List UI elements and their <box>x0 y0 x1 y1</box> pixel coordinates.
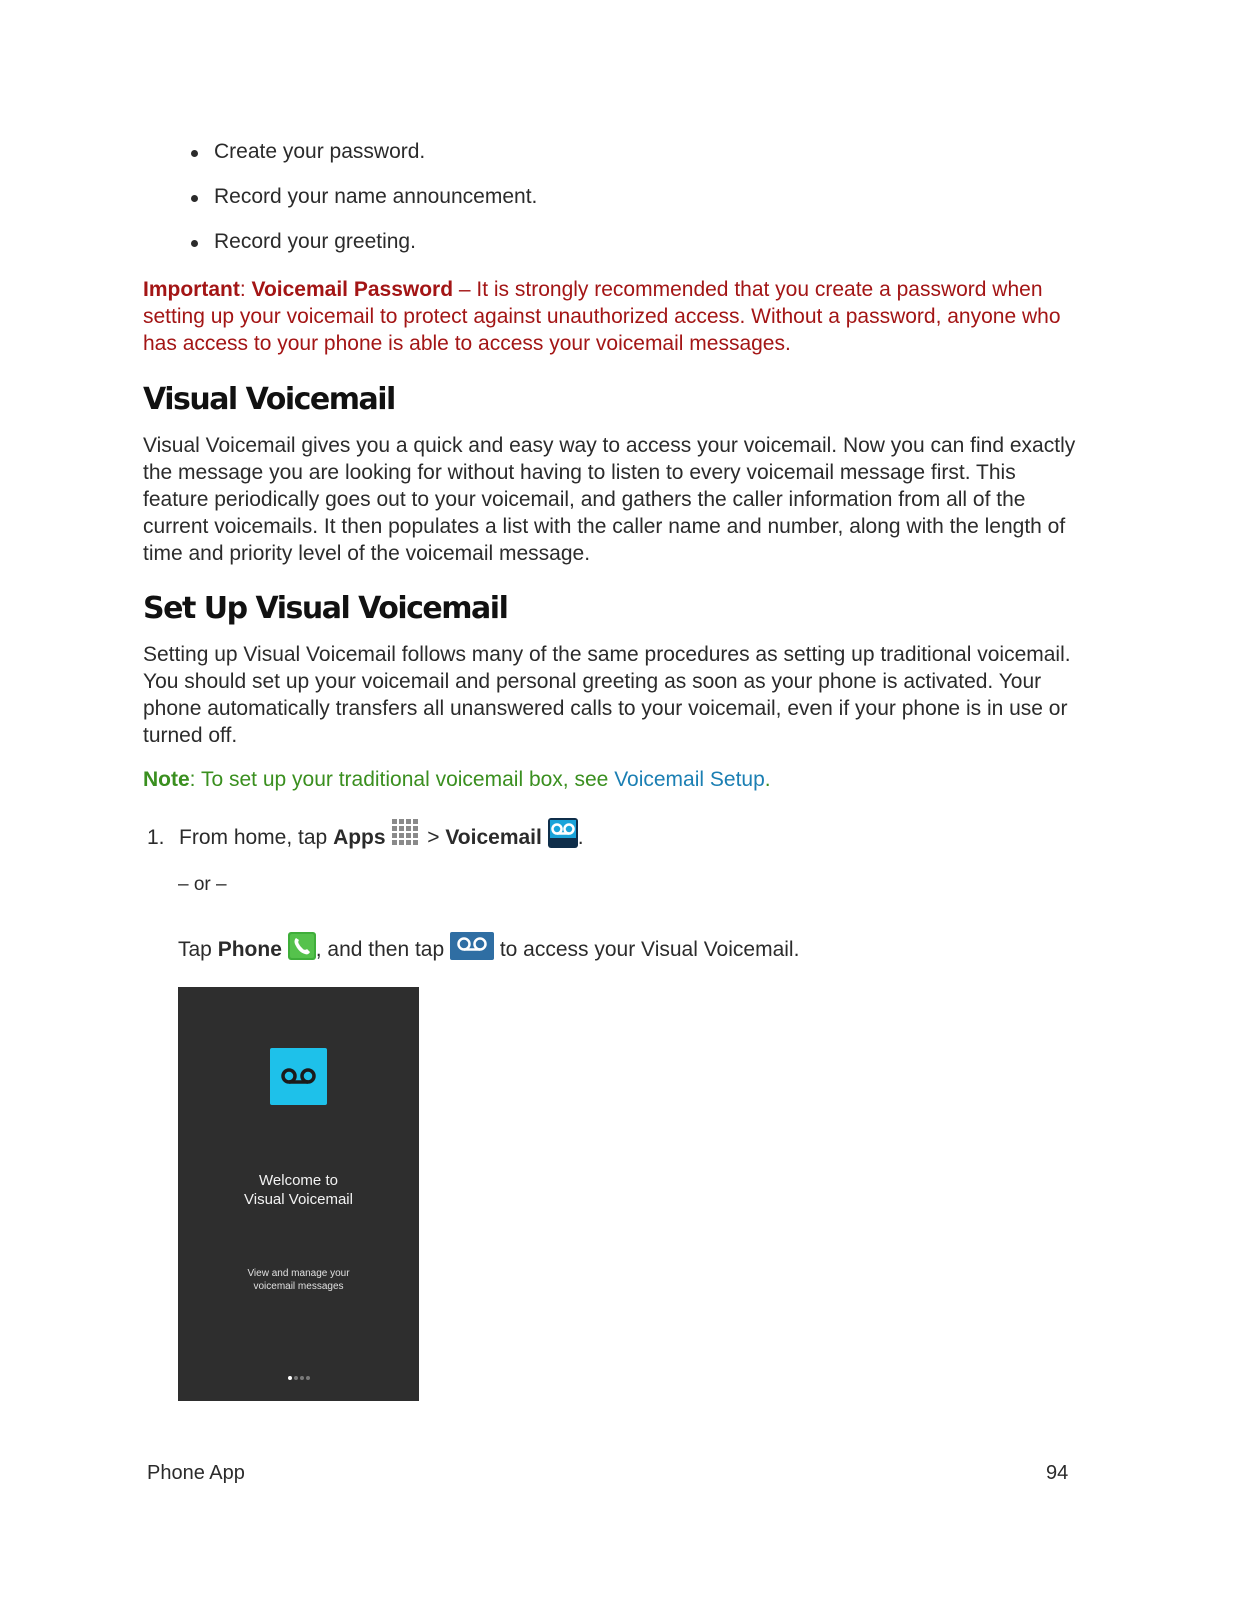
alternate-step: Tap Phone , and then tap to access your Visual Voicemail. <box>178 932 799 968</box>
welcome-title-line2: Visual Voicemail <box>244 1191 353 1208</box>
important-title: Voicemail Password <box>251 278 454 301</box>
page-indicator <box>288 1376 312 1380</box>
page-dot-active <box>288 1376 292 1380</box>
page-dot <box>294 1376 298 1380</box>
list-item: Create your password. <box>188 140 537 185</box>
page-dot <box>306 1376 310 1380</box>
welcome-subtitle-line2: voicemail messages <box>253 1281 344 1292</box>
footer-page-number: 94 <box>1046 1462 1069 1484</box>
voicemail-tile-icon <box>270 1048 327 1105</box>
important-callout: Important: Voicemail Password – It is strongly recommended that you create a password when setting up your voicemail to protect against unauthorized access. Without a password, anyone who has access to your phone is able to access your voicemail messages. <box>143 278 1061 355</box>
section-heading-visual-voicemail: Visual Voicemail <box>143 382 395 417</box>
section-heading-set-up: Set Up Visual Voicemail <box>143 591 508 626</box>
important-label: Important <box>143 278 240 301</box>
voicemail-key-icon <box>450 932 494 968</box>
apps-label: Apps <box>333 826 386 849</box>
section-body-visual-voicemail: Visual Voicemail gives you a quick and easy way to access your voicemail. Now you can find exactly the message you are looking for without having to listen to every voicemail message first. This feature periodically goes out to your voicemail, and gathers the caller information from all of the current voicemails. It then populates a list with the caller name and number, along with the length of time and priority level of the voicemail message. <box>143 434 1076 565</box>
important-text: – It is strongly recommended that you create a password when setting up your voicemail to protect against unauthorized access. Without a password, anyone who has access to your phone is able to access your voicemail messages. <box>143 278 1061 355</box>
voicemail-label: Voicemail <box>445 826 542 849</box>
step-number: 1. <box>147 826 165 849</box>
bullet-icon <box>191 240 198 247</box>
bullet-icon <box>191 195 198 202</box>
or-separator: – or – <box>178 874 227 895</box>
voicemail-setup-link[interactable]: Voicemail Setup <box>614 768 765 791</box>
page-dot <box>300 1376 304 1380</box>
list-item: Record your name announcement. <box>188 185 537 230</box>
bullet-icon <box>191 150 198 157</box>
list-item: Record your greeting. <box>188 230 537 275</box>
visual-voicemail-screenshot <box>178 987 419 1401</box>
note-callout: Note: To set up your traditional voicemail box, see Voicemail Setup. <box>143 768 771 791</box>
setup-steps-list <box>188 140 537 275</box>
apps-grid-icon <box>391 818 421 856</box>
welcome-title-line1: Welcome to <box>259 1172 338 1189</box>
phone-label: Phone <box>217 938 282 961</box>
note-label: Note <box>143 768 190 791</box>
footer-section-title: Phone App <box>147 1462 245 1484</box>
welcome-subtitle-line1: View and manage your <box>247 1268 350 1279</box>
phone-app-icon <box>288 932 316 968</box>
voicemail-app-icon <box>548 818 578 856</box>
step-1: 1. From home, tap Apps > Voicemail . <box>147 818 584 856</box>
section-body-set-up: Setting up Visual Voicemail follows many of the same procedures as setting up traditional voicemail. You should set up your voicemail and personal greeting as soon as your phone is activated. Your phone automatically transfers all unanswered calls to your voicemail, even if your phone is in use or turned off. <box>143 643 1071 747</box>
